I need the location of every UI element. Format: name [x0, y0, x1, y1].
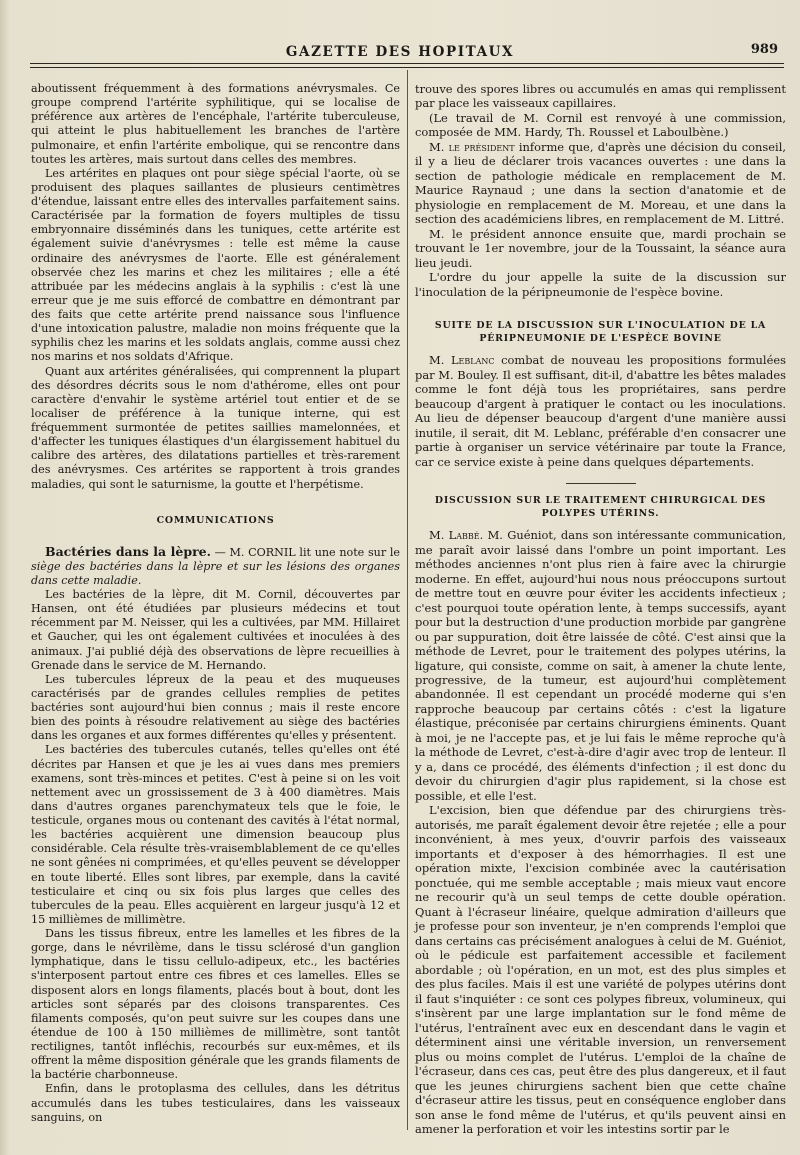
paragraph: Dans les tissus fibreux, entre les lamelles et les fibres de la gorge, dans le névrilème, dans le tissu sclérosé d'un ganglion lymphatique, dans le tissu cellulo-adipeux, etc., les bactéries s'interposent partout entre ces fibres et ces lamelles. Elles se disposent alors en longs filaments, placés bout à bout, dont les articles sont séparés par des cloisons transparentes. Ces filaments composés, qu'on peut suivre sur les coupes dans une étendue de 100 à 150 millièmes de millimètre, sont tantôt rectilignes, tantôt infléchis, recourbés sur eux-mêmes, et ils offrent la même disposition générale que les grands filaments de la bactérie charbonneuse.: [31, 927, 400, 1082]
paragraph: M. Labbé. M. Guéniot, dans son intéressante communication, me paraît avoir laissé dans l'ombre un point important. Les méthodes anciennes n'ont plus rien à faire avec la chirurgie moderne. En effet, aujourd'hui nous nous préoccupons surtout de mettre tout en œuvre pour éviter les accidents infectieux ; c'est pourquoi toute opération lente, à temps successifs, ayant pour but la destruction d'une production morbide par gangrène ou par suppuration, doit être laissée de côté. C'est ainsi que la méthode de Levret, pour le traitement des polypes utérins, la ligature, qui consiste, comme on sait, à amener la chute lente, progressive, de la tumeur, est aujourd'hui complètement abandonnée. Il est cependant un procédé moderne qui s'en rapproche beaucoup par certains côtés : c'est la ligature élastique, préconisée par certains chirurgiens éminents. Quant à moi, je ne l'accepte pas, et je lui fais le même reproche qu'à la méthode de Levret, c'est-à-dire d'agir avec trop de lenteur. Il y a, dans ce procédé, des éléments d'infection ; il est donc du devoir du chirurgien d'agir plus rapidement, si la chose est possible, et elle l'est.: [415, 528, 786, 803]
paragraph: Les tubercules lépreux de la peau et des muqueuses caractérisés par de grandes cellules remplies de petites bactéries sont aujourd'hui bien connus ; mais il reste encore bien des points à résoudre relativement au siège des bactéries dans les organes et aux formes différentes qu'elles y présentent.: [31, 672, 400, 743]
article-author: — M. CORNIL: [214, 545, 296, 559]
paragraph: aboutissent fréquemment à des formations anévrysmales. Ce groupe comprend l'artérite syphilitique, qui se localise de préférence aux artères de l'encéphale, l'artérite tuberculeuse, qui atteint le plus habituellement les branches de l'artère pulmonaire, et enfin l'artérite embolique, qui se rencontre dans toutes les artères, mais surtout dans celles des membres.: [31, 82, 400, 166]
page-number: 989: [750, 42, 778, 57]
column-divider: [407, 70, 408, 1130]
paragraph: (Le travail de M. Cornil est renvoyé à une commission, composée de MM. Hardy, Th. Roussel et Laboulbène.): [415, 110, 786, 140]
paragraph: Les bactéries de la lèpre, dit M. Cornil, découvertes par Hansen, ont été étudiées par plusieurs médecins et tout récemment par M. Neisser, qui les a cultivées, par MM. Hillairet et Gaucher, qui les ont également cultivées et inoculées à des animaux. J'ai publié déjà des observations de lèpre recueillies à Grenade dans le service de M. Hernando.: [31, 588, 400, 672]
paragraph: L'excision, bien que défendue par des chirurgiens très-autorisés, me paraît également devoir être rejetée ; elle a pour inconvénient, à mes yeux, d'ouvrir parfois des vaisseaux importants et d'exposer à des hémorrhagies. Il est une opération mixte, l'excision combinée avec la cautérisation ponctuée, qui me semble acceptable ; mais mieux vaut encore ne recourir qu'à un seul temps de cette double opération. Quant à l'écraseur linéaire, quelque admiration d'ailleurs que je professe pour son inventeur, je n'en comprends l'emploi que dans certains cas précisément analogues à celui de M. Guéniot, où le pédicule est parfaitement accessible et facilement abordable ; où l'opération, en un mot, est des plus simples et des plus faciles. Mais il est une variété de polypes utérins dont il faut s'inquiéter : ce sont ces polypes fibreux, volumineux, qui s'insèrent par une large implantation sur le fond même de l'utérus, l'entraînent avec eux en descendant dans le vagin et déterminent ainsi une véritable inversion, un renversement plus ou moins complet de l'utérus. L'emploi de la chaîne de l'écraseur, dans ces cas, peut être des plus dangereux, et il faut que les jeunes chirurgiens sachent bien que cette chaîne d'écraseur attire les tissus, peut en conséquence englober dans son anse le fond même de l'utérus, et qu'ils peuvent ainsi en amener la perforation et voir les intestins sortir par le: [415, 803, 786, 1136]
article-title: Bactéries dans la lèpre.: [45, 543, 211, 559]
speaker-name: M. Leblanc: [429, 353, 495, 368]
paragraph: M. le président annonce ensuite que, mardi prochain se trouvant le 1er novembre, jour de la Toussaint, la séance aura lieu jeudi.: [415, 226, 786, 270]
article-subject: siège des bactéries dans la lèpre et sur les lésions des organes dans cette maladie.: [31, 559, 400, 587]
paragraph: Quant aux artérites généralisées, qui comprennent la plupart des désordres décrits sous le nom d'athérome, elles ont pour caractère d'envahir le système artériel tout entier et de se localiser de préférence à la tunique interne, qui est fréquemment surmontée de petites saillies mamelonnées, et d'affecter les tuniques élastiques d'un élargissement habituel du calibre des artères, des dilatations partielles et très-rarement des anévrysmes. Ces artérites se rapportent à trois grandes maladies, qui sont le saturnisme, la goutte et l'herpétisme.: [31, 364, 400, 491]
section-heading: DISCUSSION SUR LE TRAITEMENT CHIRURGICAL DES POLYPES UTÉRINS.: [434, 495, 767, 520]
section-heading: COMMUNICATIONS: [156, 514, 275, 526]
running-head: GAZETTE DES HOPITAUX: [285, 44, 515, 60]
paragraph: Enfin, dans le protoplasma des cellules, dans les détritus accumulés dans les tubes testiculaires, dans les vaisseaux sanguins, on: [31, 1082, 400, 1124]
section-heading: SUITE DE LA DISCUSSION SUR L'INOCULATION DE LA PÉRIPNEUMONIE DE L'ESPÈCE BOVINE: [434, 320, 767, 345]
paragraph: Les bactéries des tubercules cutanés, telles qu'elles ont été décrites par Hansen et que je les ai vues dans mes premiers examens, sont très-minces et petites. C'est à peine si on les voit nettement avec un grossissement de 3 à 400 diamètres. Mais dans d'autres organes parenchymateux tels que le foie, le testicule, organes mous ou contenant des cavités à l'état normal, les bactéries acquièrent une dimension beaucoup plus considérable. Cela résulte très-vraisemblablement de ce qu'elles ne sont gênées ni comprimées, et qu'elles peuvent se développer en toute liberté. Elles sont libres, par exemple, dans la cavité testiculaire et cinq ou six fois plus larges que celles des tubercules de la peau. Elles acquièrent en largeur jusqu'à 12 et 15 millièmes de millimètre.: [31, 743, 400, 926]
header-rule-thin: [30, 67, 784, 68]
paragraph: Les artérites en plaques ont pour siège spécial l'aorte, où se produisent des plaques saillantes de plusieurs centimètres d'étendue, laissant entre elles des intervalles parfaitement sains. Caractérisée par la formation de foyers multiples de tissu embryonnaire disséminés dans les tuniques, cette artérite est également suivie d'anévrysmes : telle est même la cause ordinaire des anévrysmes de l'aorte. Elle est généralement observée chez les marins et chez les militaires ; elle a été attribuée par les médecins anglais à la syphilis : c'est là une erreur que je me suis efforcé de combattre en démontrant par des faits que cette artérite prend naissance sous l'influence d'une intoxication palustre, maladie non moins fréquente que la syphilis chez les marins et les soldats anglais, comme aussi chez nos marins et nos soldats d'Afrique.: [31, 166, 400, 364]
article-lead: [31, 545, 400, 588]
left-column: [31, 82, 400, 1125]
paragraph: trouve des spores libres ou accumulés en amas qui remplissent par place les vaisseaux capillaires.: [415, 82, 786, 111]
article-lead-text: lit une note sur le: [295, 545, 401, 559]
header-rule: [30, 63, 784, 64]
speaker-name: M. le président: [429, 139, 515, 154]
paragraph: M. le président informe que, d'après une décision du conseil, il y a lieu de déclarer trois vacances ouvertes : une dans la section de pathologie médicale en remplacement de M. Maurice Raynaud ; une dans la section d'anatomie et de physiologie en remplacement de M. Moreau, et une dans la section des académiciens libres, en remplacement de M. Littré.: [415, 139, 786, 227]
paragraph: L'ordre du jour appelle la suite de la discussion sur l'inoculation de la péripneumonie de l'espèce bovine.: [415, 270, 786, 299]
right-column: [415, 82, 786, 1136]
speaker-name: M. Labbé.: [429, 528, 484, 543]
paragraph: M. Leblanc combat de nouveau les propositions formulées par M. Bouley. Il est suffisant, dit-il, d'abattre les bêtes malades comme le font déjà tous les propriétaires, sans perdre beaucoup d'argent à pratiquer le contact ou les inoculations. Au lieu de dépenser beaucoup d'argent d'une manière aussi inutile, il serait, dit M. Leblanc, préférable d'en consacrer une partie à organiser un service vétérinaire par toute la France, car ce service existe à peine dans quelques départements.: [415, 353, 786, 469]
